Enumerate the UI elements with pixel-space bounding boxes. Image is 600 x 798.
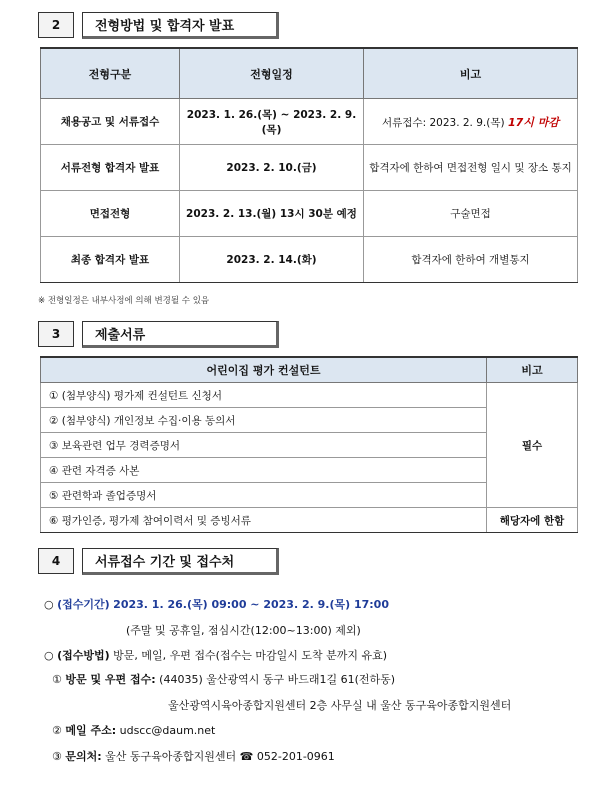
table-row: [41, 237, 578, 283]
section-number: 2: [38, 12, 74, 38]
schedule-cell: 2023. 2. 10.(금): [180, 145, 364, 191]
method-label: (접수방법): [57, 649, 110, 662]
column-header: 전형일정: [180, 48, 364, 99]
document-item: ③ 보육관련 업무 경력증명서: [41, 433, 487, 458]
phone-icon: ☎: [239, 750, 254, 763]
required-cell: 필수: [487, 383, 578, 508]
document-item: ② (첨부양식) 개인정보 수집·이용 동의서: [41, 408, 487, 433]
visit-line: [52, 671, 395, 687]
section-title: 제출서류: [82, 321, 279, 348]
document-item: ⑥ 평가인증, 평가제 참여이력서 및 증빙서류: [41, 508, 487, 533]
bullet-icon: ○: [44, 649, 54, 662]
period-value: 2023. 1. 26.(목) 09:00 ~ 2023. 2. 9.(목) 17:00: [113, 598, 389, 611]
table-row: [41, 145, 578, 191]
section-2-header: [38, 12, 279, 38]
column-header: 어린이집 평가 컨설턴트: [41, 357, 487, 383]
table-row: [41, 508, 578, 533]
item-number: ②: [52, 724, 62, 737]
table-row: [41, 99, 578, 145]
schedule-table: [40, 47, 578, 283]
contact-value: 울산 동구육아종합지원센터: [105, 750, 237, 763]
bullet-icon: ○: [44, 598, 54, 611]
email-value: udscc@daum.net: [119, 724, 216, 737]
email-label: 메일 주소:: [65, 724, 117, 737]
schedule-cell: 2023. 1. 26.(목) ~ 2023. 2. 9.(목): [180, 99, 364, 145]
column-header: 비고: [487, 357, 578, 383]
column-header: 전형구분: [41, 48, 180, 99]
table-row: [41, 383, 578, 408]
deadline-highlight: 17시 마감: [507, 115, 559, 129]
contact-label: 문의처:: [65, 750, 102, 763]
schedule-note: ※ 전형일정은 내부사정에 의해 변경될 수 있음: [38, 296, 210, 306]
column-header: 비고: [364, 48, 578, 99]
document-item: ④ 관련 자격증 사본: [41, 458, 487, 483]
section-number: 4: [38, 548, 74, 574]
stage-cell: 채용공고 및 서류접수: [41, 99, 180, 145]
document-item: ① (첨부양식) 평가제 컨설턴트 신청서: [41, 383, 487, 408]
schedule-cell: 2023. 2. 13.(월) 13시 30분 예정: [180, 191, 364, 237]
document-item: ⑤ 관련학과 졸업증명서: [41, 483, 487, 508]
section-3-header: [38, 321, 279, 347]
note-cell: 구술면접: [364, 191, 578, 237]
item-number: ③: [52, 750, 62, 763]
table-header-row: [41, 357, 578, 383]
note-cell: [364, 99, 578, 145]
method-value: 방문, 메일, 우편 접수(접수는 마감일시 도착 분까지 유효): [113, 649, 387, 662]
note-cell: 합격자에 한하여 개별통지: [364, 237, 578, 283]
method-line: [44, 647, 387, 663]
applicable-cell: 해당자에 한함: [487, 508, 578, 533]
period-label: (접수기간): [57, 598, 110, 611]
period-sub: (주말 및 공휴일, 점심시간(12:00~13:00) 제외): [126, 624, 361, 637]
contact-line: [52, 748, 335, 764]
stage-cell: 최종 합격자 발표: [41, 237, 180, 283]
table-row: [41, 191, 578, 237]
note-cell: 합격자에 한하여 면접전형 일시 및 장소 통지: [364, 145, 578, 191]
schedule-cell: 2023. 2. 14.(화): [180, 237, 364, 283]
visit-label: 방문 및 우편 접수:: [65, 673, 156, 686]
stage-cell: 서류전형 합격자 발표: [41, 145, 180, 191]
visit-address: (44035) 울산광역시 동구 바드래1길 61(전하동): [159, 673, 396, 686]
documents-table: [40, 356, 578, 533]
item-number: ①: [52, 673, 62, 686]
section-4-header: [38, 548, 279, 574]
section-title: 전형방법 및 합격자 발표: [82, 12, 279, 39]
phone-number: 052-201-0961: [256, 750, 335, 763]
stage-cell: 면접전형: [41, 191, 180, 237]
note-text: 서류접수: 2023. 2. 9.(목): [382, 116, 508, 129]
table-header-row: [41, 48, 578, 99]
visit-address-2: 울산광역시육아종합지원센터 2층 사무실 내 울산 동구육아종합지원센터: [168, 699, 512, 712]
section-number: 3: [38, 321, 74, 347]
email-line: [52, 722, 215, 738]
period-line: [44, 596, 389, 612]
section-title: 서류접수 기간 및 접수처: [82, 548, 279, 575]
